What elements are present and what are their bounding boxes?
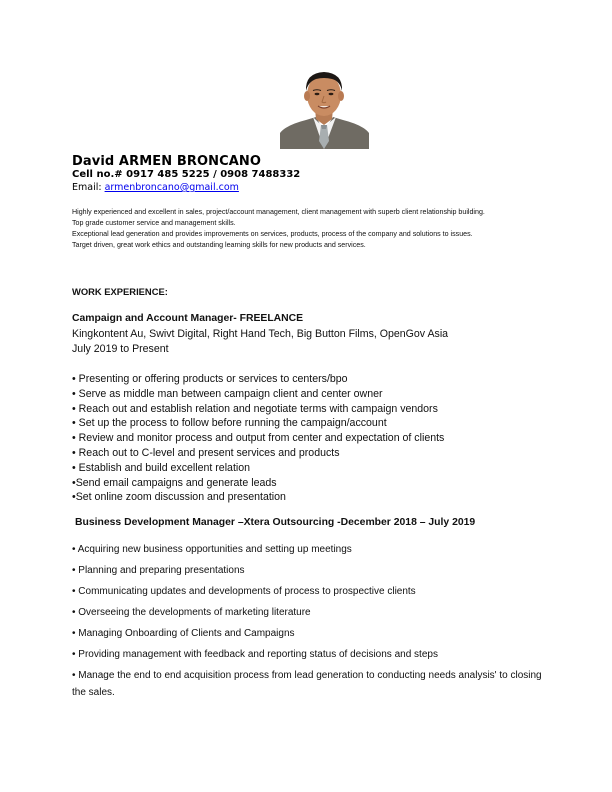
email-label: Email: xyxy=(72,182,105,193)
list-item: • Reach out to C-level and present services and products xyxy=(72,446,340,459)
list-item: • Set up the process to follow before running the campaign/account xyxy=(72,417,387,430)
list-item: • Establish and build excellent relation xyxy=(72,461,251,474)
list-item: • Review and monitor process and output from center and expectation of clients xyxy=(72,432,445,445)
email-link[interactable]: armenbroncano@gmail.com xyxy=(104,182,239,193)
job-title: Business Development Manager –Xtera Outsourcing -December 2018 – July 2019 xyxy=(75,517,476,528)
job-companies: Kingkontent Au, Swivt Digital, Right Hand Tech, Big Button Films, OpenGov Asia xyxy=(72,328,449,340)
list-item: • Providing management with feedback and reporting status of decisions and steps xyxy=(72,649,438,660)
list-item: • Presenting or offering products or services to centers/bpo xyxy=(72,373,348,385)
professional-summary xyxy=(72,207,542,251)
job-title: Campaign and Account Manager- FREELANCE xyxy=(72,313,304,324)
email-line xyxy=(72,182,239,193)
list-item: • Manage the end to end acquisition process from lead generation to conducting needs analysis' to closing the sales. xyxy=(72,670,542,698)
list-item: •Set online zoom discussion and presentation xyxy=(72,491,286,504)
candidate-name: David ARMEN BRONCANO xyxy=(72,154,262,169)
summary-line: Target driven, great work ethics and outstanding learning skills for new products and services. xyxy=(72,240,366,249)
list-item: • Managing Onboarding of Clients and Campaigns xyxy=(72,628,295,639)
list-item: • Planning and preparing presentations xyxy=(72,565,245,576)
list-item: • Overseeing the developments of marketing literature xyxy=(72,607,311,618)
summary-line: Exceptional lead generation and provides improvements on services, products, process of the company and solutions to issues. xyxy=(72,229,473,238)
summary-line: Highly experienced and excellent in sales, project/account management, client management with superb client relationship building. xyxy=(72,208,485,216)
list-item: • Serve as middle man between campaign client and center owner xyxy=(72,387,383,400)
profile-photo xyxy=(280,65,369,149)
portrait-image xyxy=(280,65,369,149)
cell-number: Cell no.# 0917 485 5225 / 0908 7488332 xyxy=(72,169,301,180)
list-item: • Reach out and establish relation and negotiate terms with campaign vendors xyxy=(72,402,438,415)
work-experience-heading: WORK EXPERIENCE: xyxy=(72,286,168,297)
job-dates: July 2019 to Present xyxy=(72,343,169,355)
job-responsibilities-list xyxy=(72,539,542,701)
list-item: • Communicating updates and developments of process to prospective clients xyxy=(72,586,416,597)
summary-line: Top grade customer service and management skills. xyxy=(72,218,236,227)
list-item: •Send email campaigns and generate leads xyxy=(72,476,277,489)
list-item: • Acquiring new business opportunities and setting up meetings xyxy=(72,544,352,555)
job-responsibilities-list xyxy=(72,372,444,505)
